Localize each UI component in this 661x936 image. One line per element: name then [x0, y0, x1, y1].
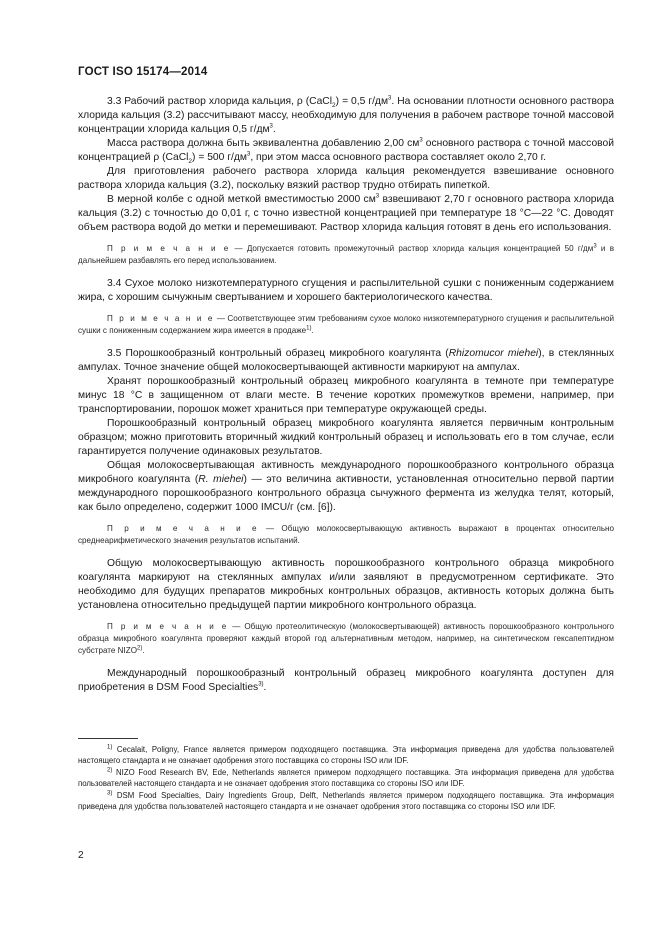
note-3: П р и м е ч а н и е — Общую молокосвертывающую активность выражают в процентах относительно среднеарифметического значения результатов испытаний.: [78, 524, 615, 545]
paragraph-international-sample: Международный порошкообразный контрольный образец микробного коагулянта доступен для приобретения в DSM Food Specialties$^{3)}$.: [78, 668, 614, 693]
paragraph-preparation: Для приготовления рабочего раствора хлорида кальция рекомендуется взвешивание основного раствора хлорида кальция (3.2), поскольку вязкий раствор трудно отбирать пипеткой.: [78, 166, 614, 191]
footnote-1: $^{1)}$ Cecalait, Poligny, France является примером подходящего поставщика. Эта информация приведена для удобства пользователей настоящего стандарта и не означает одобрения этого поставщика со стороны ISO или IDF.: [78, 744, 614, 765]
footnote-3: $^{3)}$ DSM Food Specialties, Dairy Ingredients Group, Delft, Netherlands является примером подходящего поставщика. Эта информация приведена для удобства пользователей настоящего стандарта и не означает одобрения этого поставщика со стороны ISO или IDF.: [78, 790, 614, 811]
document-header: ГОСТ ISO 15174—2014: [78, 66, 208, 78]
paragraph-3-3: 3.3 Рабочий раствор хлорида кальция, ρ (CaCl$_2$) = 0,5 $г/дм^3$. На основании плотности основного раствора хлорида кальция (3.2) рассчитывают массу, необходимую для получения в рабочем растворе точной массовой концентрации хлорида кальция 0,5 $г/дм^3$.: [78, 95, 614, 135]
page-number: 2: [78, 850, 84, 861]
note-2: П р и м е ч а н и е — Соответствующее этим требованиям сухое молоко низкотемпературного сгущения и распылительной сушки с пониженным содержанием жира имеется в продаже$^{1)}$.: [78, 314, 614, 335]
footnote-ref-2[interactable]: 2): [137, 645, 143, 652]
footnotes: [78, 744, 614, 813]
footnote-ref-3[interactable]: 3): [258, 681, 264, 688]
footnote-2: $^{2)}$ NIZO Food Research BV, Ede, Netherlands является примером подходящего поставщика. Эта информация приведена для удобства пользователей настоящего стандарта и не означает одобрения этого поставщика со стороны ISO или IDF.: [78, 767, 614, 788]
paragraph-mass: Масса раствора должна быть эквивалентна добавлению 2,00 $см^3$ основного раствора с точной массовой концентрацией ρ (CaCl$_2$) = 500 $г/дм^3$, при этом масса основного раствора составляет около 2,70 г.: [78, 137, 615, 166]
paragraph-storage: Хранят порошкообразный контрольный образец микробного коагулянта в темноте при температуре минус 18 °C в защищенном от влаги месте. В течение коротких промежутков времени, например, при транспортировании, порошок может храниться при температуре окружающей среды.: [78, 376, 614, 415]
note-4: П р и м е ч а н и е — Общую протеолитическую (молокосвертывающей) активность порошкообразного контрольного образца микробного коагулянта проверяют каждый второй год альтернативным методом, например, на синтетическом гексапептидном субстрате NIZO$^{2)}$.: [78, 622, 614, 655]
paragraph-primary-sample: Порошкообразный контрольный образец микробного коагулянта является первичным контрольным образцом; можно приготовить вторичный жидкий контрольный образец и использовать его в том случае, если гарантируется получение одинаковых результатов.: [78, 418, 614, 457]
paragraph-flask: В мерной колбе с одной меткой вместимостью 2000 $см^3$ взвешивают 2,70 г основного раствора хлорида кальция (3.2) с точностью до 0,01 г, с точно известной концентрацией при температуре 18 °C—22 °C. Доводят объем раствора водой до метки и перемешивают. Раствор хлорида кальция готовят в день его использования.: [78, 193, 615, 233]
paragraph-marking: Общую молокосвертывающую активность порошкообразного контрольного образца микробного коагулянта маркируют на стеклянных ампулах и/или заявляют в предусмотренном сертификате. Это необходимо для будущих препаратов микробных контрольных образцов, активность которых должна быть установлена относительно предыдущей партии микробного контрольного образца.: [78, 558, 614, 611]
note-1: П р и м е ч а н и е — Допускается готовить промежуточный раствор хлорида кальция концентрацией 50 $г/дм^3$ и в дальнейшем разбавлять его перед использованием.: [78, 243, 614, 265]
document-body: [78, 95, 614, 695]
footnote-separator: [78, 738, 138, 739]
footnote-ref-1[interactable]: 1): [306, 325, 312, 332]
paragraph-3-4: 3.4 Сухое молоко низкотемпературного сгущения и распылительной сушки с пониженным содержанием жира, с хорошим сычужным свертыванием и хорошего бактериологического качества.: [78, 278, 614, 303]
paragraph-3-5: 3.5 Порошкообразный контрольный образец микробного коагулянта (Rhizomucor miehei), в стеклянных ампулах. Точное значение общей молокосвертывающей активности маркируют на ампулах.: [78, 348, 614, 373]
paragraph-total-activity: Общая молокосвертывающая активность международного порошкообразного контрольного образца микробного коагулянта (R. miehei) — это величина активности, установленная относительно первой партии международного порошкообразного контрольного образца сычужного фермента из желудка телят, который, как было определено, содержит 1000 IMCU/г (см. [6]).: [78, 460, 615, 513]
